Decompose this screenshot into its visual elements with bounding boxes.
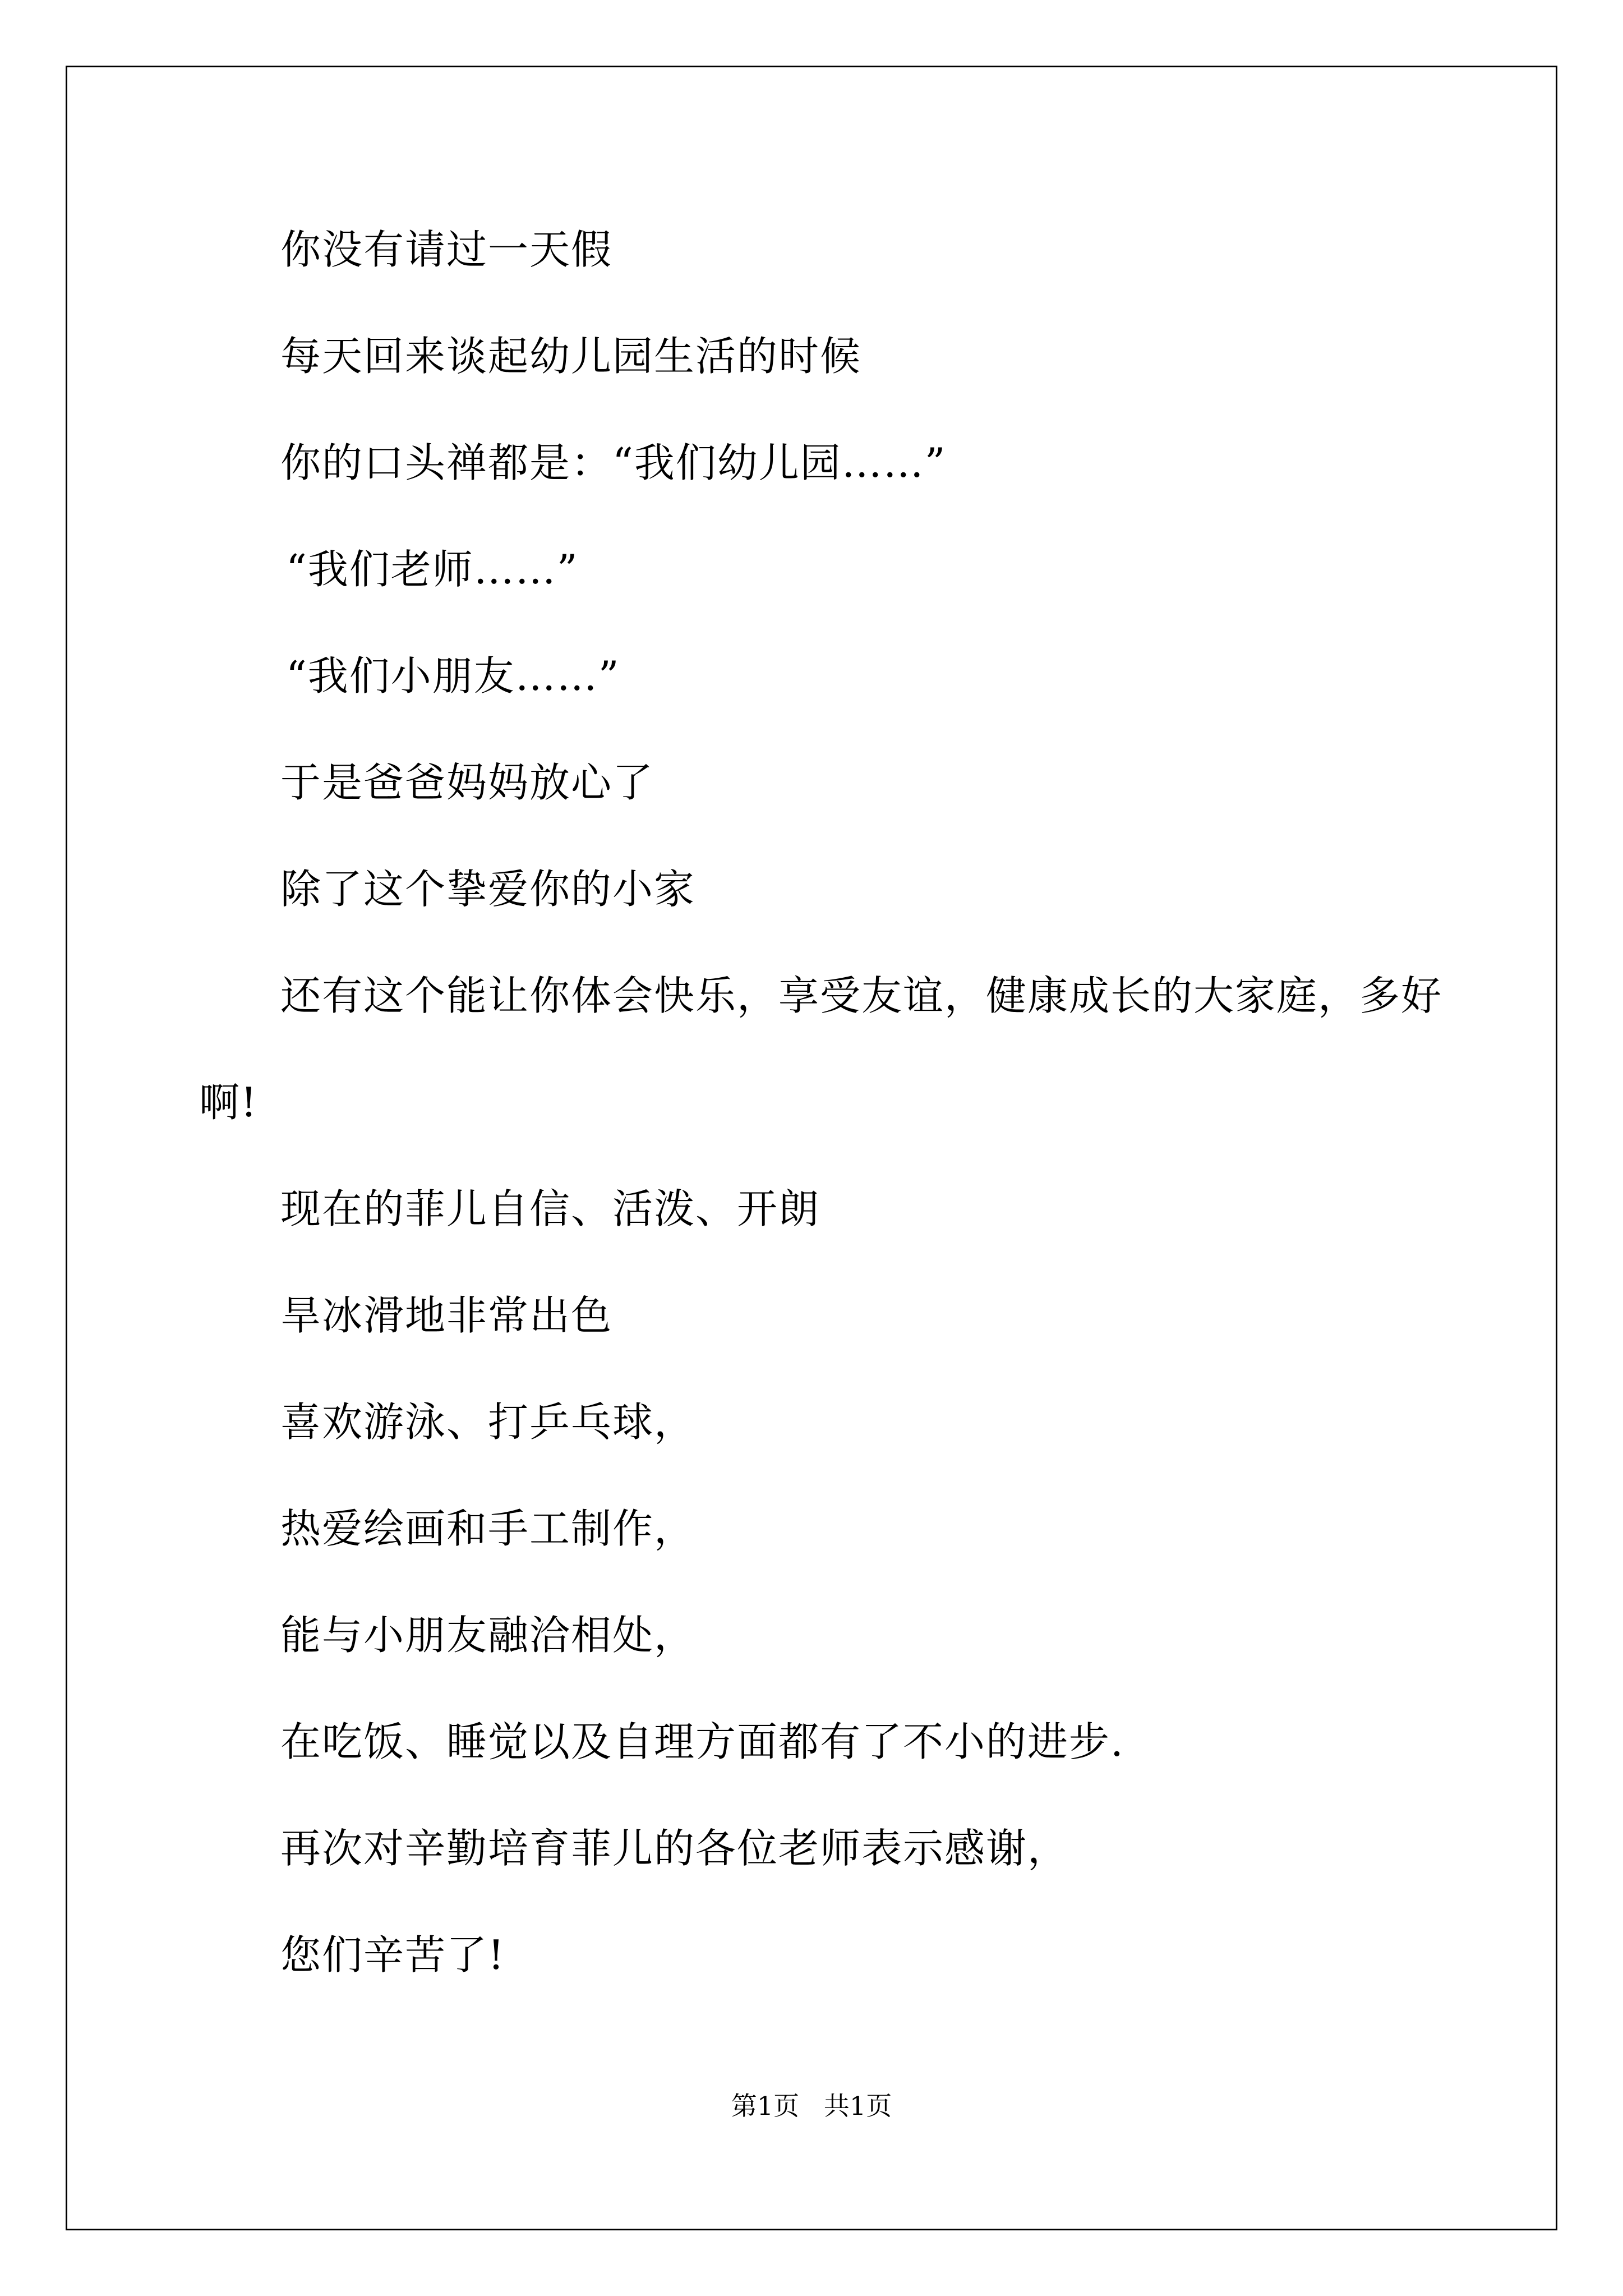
text-line: 现在的菲儿自信、活泼、开朗 — [280, 1185, 820, 1232]
text-line: 除了这个挚爱你的小家 — [280, 866, 696, 913]
text-line: 于是爸爸妈妈放心了 — [280, 759, 654, 806]
text-line: 再次对辛勤培育菲儿的各位老师表示感谢， — [280, 1825, 1069, 1872]
text-line: 旱冰滑地非常出色 — [280, 1292, 613, 1339]
text-line-continuation: 啊! — [199, 1079, 258, 1126]
text-line: 喜欢游泳、打乒乓球， — [280, 1398, 696, 1446]
text-line: 能与小朋友融洽相处， — [280, 1612, 696, 1659]
text-line: 还有这个能让你体会快乐，享受友谊，健康成长的大家庭，多好 — [280, 972, 1443, 1019]
text-line: 在吃饭、睡觉以及自理方面都有了不小的进步. — [280, 1718, 1124, 1765]
text-line: 你没有请过一天假 — [280, 226, 613, 273]
text-line: 您们辛苦了! — [280, 1931, 505, 1978]
text-line: “我们老师……” — [286, 546, 579, 593]
text-line: 每天回来谈起幼儿园生活的时候 — [280, 333, 862, 380]
text-line: 你的口头禅都是：“我们幼儿园……” — [280, 439, 947, 486]
text-line: 热爱绘画和手工制作， — [280, 1505, 696, 1552]
page-border — [66, 66, 1557, 2230]
page-number-footer: 第1页 共1页 — [731, 2091, 892, 2121]
text-line: “我们小朋友……” — [286, 652, 620, 700]
